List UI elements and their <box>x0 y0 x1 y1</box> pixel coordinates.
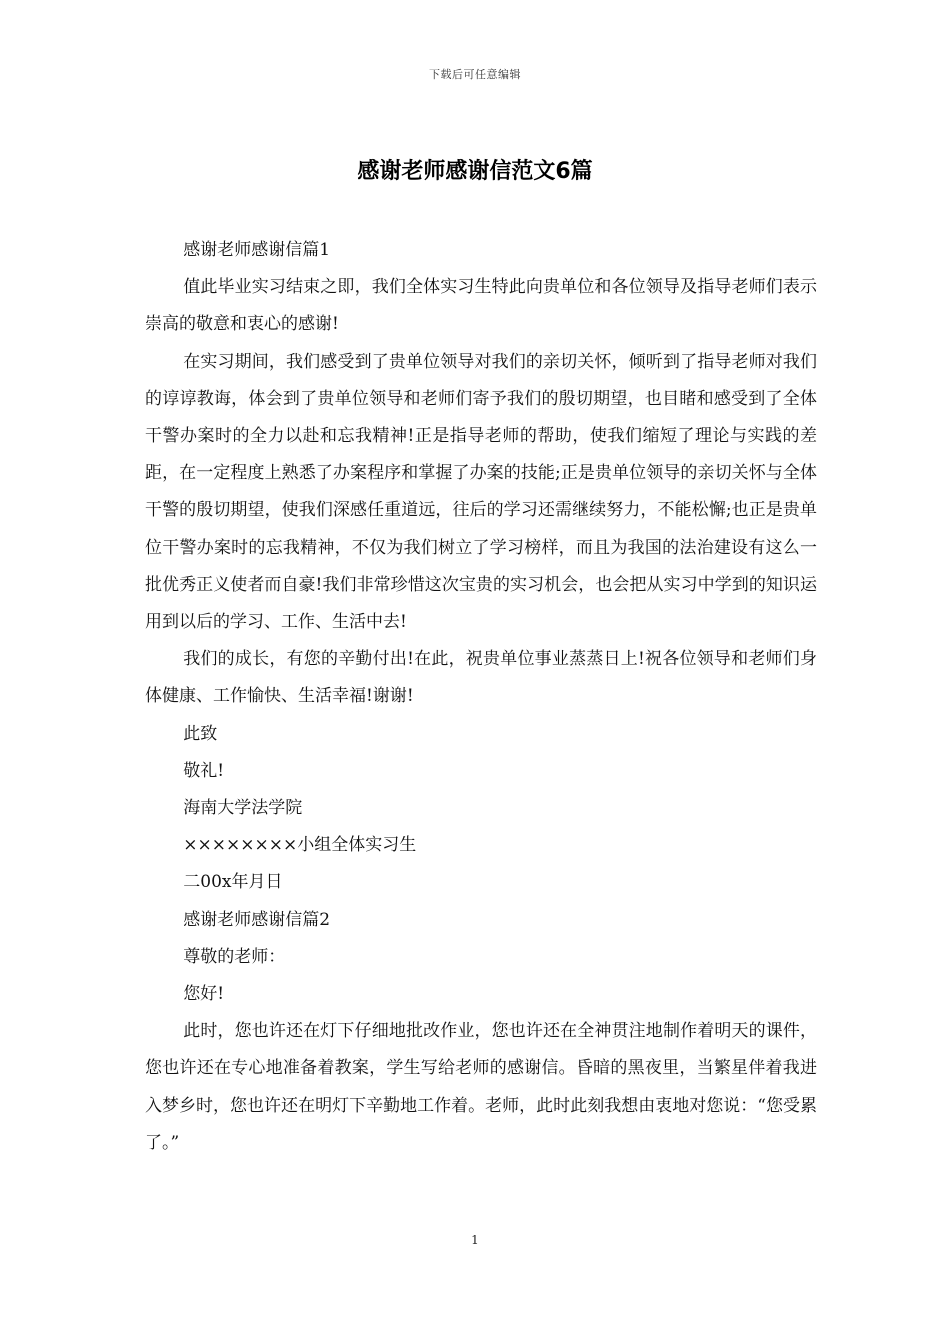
letter-greeting: 尊敬的老师： <box>183 946 286 967</box>
paragraph: 我们的成长，有您的辛勤付出!在此，祝贵单位事业蒸蒸日上!祝各位领导和老师们身体健康、工作愉快、生活幸福!谢谢! <box>145 649 817 707</box>
closing-salutation: 此致 <box>183 723 218 744</box>
paragraph: 值此毕业实习结束之即，我们全体实习生特此向贵单位和各位领导及指导老师们表示崇高的敬意和衷心的感谢! <box>145 277 817 335</box>
signature-group: ××××××××小组全体实习生 <box>183 835 417 856</box>
closing-respect: 敬礼! <box>183 760 225 781</box>
paragraph: 在实习期间，我们感受到了贵单位领导对我们的亲切关怀，倾听到了指导老师对我们的谆谆教诲，体会到了贵单位领导和老师们寄予我们的殷切期望，也目睹和感受到了全体干警办案时的全力以赴和忘我精神!正是指导老师的帮助，使我们缩短了理论与实践的差距，在一定程度上熟悉了办案程序和掌握了办案的技能;正是贵单位领导的亲切关怀与全体干警的殷切期望，使我们深感任重道远，往后的学习还需继续努力，不能松懈;也正是贵单位干警办案时的忘我精神，不仅为我们树立了学习榜样，而且为我国的法治建设有这么一批优秀正义使者而自豪!我们非常珍惜这次宝贵的实习机会，也会把从实习中学到的知识运用到以后的学习、工作、生活中去! <box>145 351 817 633</box>
letter-hello: 您好! <box>183 984 225 1005</box>
signature-date: 二00x年月日 <box>183 872 283 893</box>
page-number: 1 <box>471 1233 479 1247</box>
header-note: 下载后可任意编辑 <box>429 68 521 81</box>
document-title: 感谢老师感谢信范文6篇 <box>357 159 593 184</box>
section-heading-2: 感谢老师感谢信篇2 <box>183 909 331 930</box>
signature-organization: 海南大学法学院 <box>183 798 303 819</box>
document-body <box>145 232 817 1162</box>
section-heading-1: 感谢老师感谢信篇1 <box>183 240 331 260</box>
paragraph: 此时，您也许还在灯下仔细地批改作业，您也许还在全神贯注地制作着明天的课件，您也许还在专心地准备着教案，学生写给老师的感谢信。昏暗的黑夜里，当繁星伴着我进入梦乡时，您也许还在明灯下辛勤地工作着。老师，此时此刻我想由衷地对您说：“您受累了。” <box>145 1021 817 1153</box>
